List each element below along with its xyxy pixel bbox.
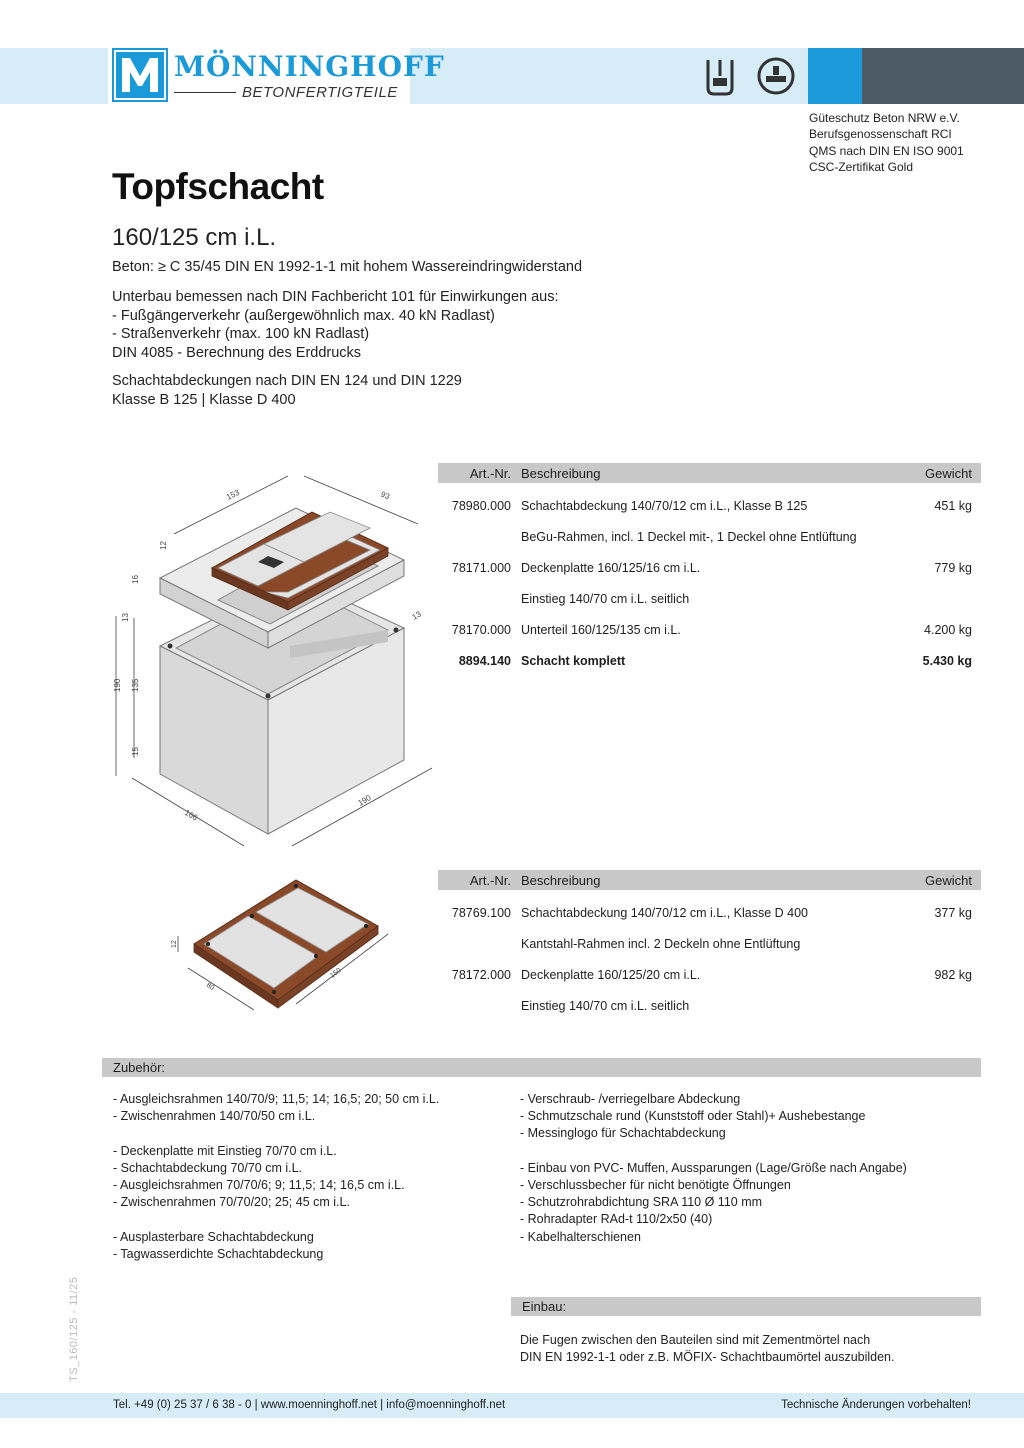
abdeckung-spec: [112, 372, 462, 409]
table-row: [438, 530, 981, 548]
header-art: Art.-Nr.: [469, 873, 511, 888]
dim-side: 13: [410, 609, 423, 622]
unterbau-spec: [112, 288, 559, 362]
list-item: - Ausplasterbare Schachtabdeckung: [113, 1229, 314, 1244]
footer: [0, 1393, 1024, 1418]
dim-wall: 13: [121, 613, 130, 622]
list-item: - Einbau von PVC- Muffen, Aussparungen (Lage/Größe nach Angabe): [520, 1160, 907, 1175]
cell-desc: Unterteil 160/125/135 cm i.L.: [521, 623, 681, 637]
list-item: - Schmutzschale rund (Kunststoff oder Stahl)+ Aushebestange: [520, 1109, 866, 1124]
cell-weight: 451 kg: [934, 499, 972, 513]
table-header: [438, 870, 981, 890]
brand-subtitle: BETONFERTIGTEILE: [242, 84, 398, 101]
cell-desc: Schacht komplett: [521, 654, 626, 668]
list-item: - Zwischenrahmen 140/70/50 cm i.L.: [113, 1109, 316, 1124]
zubehoer-list-left: [113, 1091, 439, 1263]
cert-item: CSC-Zertifikat Gold: [809, 160, 914, 175]
cell-desc: Schachtabdeckung 140/70/12 cm i.L., Klasse D 400: [521, 906, 808, 920]
brand-name: MÖNNINGHOFF: [174, 50, 445, 83]
list-item: [520, 1143, 907, 1160]
quality-seal-icon: [700, 54, 740, 98]
einbau-title: Einbau:: [522, 1299, 567, 1314]
footer-contact: Tel. +49 (0) 25 37 / 6 38 - 0 | www.moenninghoff.net | info@moenninghoff.net: [113, 1399, 506, 1411]
dim-length: 190: [356, 793, 373, 808]
dim-length: 150: [329, 967, 343, 980]
document-code: TS_160/125 - 11/25: [68, 1276, 80, 1382]
dim-width: 80: [204, 981, 216, 993]
zubehoer-bar: [102, 1058, 981, 1077]
dim-top-width: 93: [379, 489, 391, 502]
cell-desc: Deckenplatte 160/125/20 cm i.L.: [521, 968, 701, 982]
cell-desc: Einstieg 140/70 cm i.L. seitlich: [521, 592, 690, 606]
list-item: - Ausgleichsrahmen 70/70/6; 9; 11,5; 14; 16,5 cm i.L.: [113, 1178, 405, 1192]
table-row: [438, 623, 981, 641]
dim-frame-height: 12: [159, 541, 168, 550]
header-desc: Beschreibung: [521, 466, 601, 481]
unterbau-line: Unterbau bemessen nach DIN Fachbericht 101 für Einwirkungen aus:: [112, 289, 559, 305]
list-item: - Ausgleichsrahmen 140/70/9; 11,5; 14; 16,5; 20; 50 cm i.L.: [113, 1092, 440, 1106]
list-item: - Rohradapter RAd-t 110/2x50 (40): [520, 1212, 713, 1227]
einbau-bar: [511, 1297, 981, 1316]
cert-item: QMS nach DIN EN ISO 9001: [809, 143, 964, 158]
cell-weight: 377 kg: [934, 906, 972, 920]
table-row: [438, 999, 981, 1017]
unterbau-line: - Fußgängerverkehr (außergewöhnlich max. 40 kN Radlast): [112, 307, 495, 324]
beton-spec: Beton: ≥ C 35/45 DIN EN 1992-1-1 mit hohem Wassereindringwiderstand: [112, 259, 583, 275]
cell-weight: 982 kg: [934, 968, 972, 982]
footer-note: Technische Änderungen vorbehalten!: [781, 1399, 971, 1411]
einbau-line: Die Fugen zwischen den Bauteilen sind mit Zementmörtel nach: [520, 1333, 871, 1347]
cell-desc: Schachtabdeckung 140/70/12 cm i.L., Klasse B 125: [521, 499, 808, 513]
certification-seal-icon: [756, 54, 796, 98]
cell-weight: 5.430 kg: [922, 654, 972, 668]
list-item: - Kabelhalterschienen: [520, 1229, 641, 1244]
cell-desc: Einstieg 140/70 cm i.L. seitlich: [521, 999, 690, 1013]
header-weight: Gewicht: [925, 466, 972, 481]
cell-art: 78980.000: [451, 499, 511, 513]
cell-art: 78172.000: [451, 968, 511, 982]
list-item: - Verschlussbecher für nicht benötigte Öffnungen: [520, 1178, 791, 1192]
company-logo: [108, 44, 445, 104]
list-item: - Messinglogo für Schachtabdeckung: [520, 1126, 726, 1141]
shaft-assembly-drawing: [108, 468, 438, 853]
list-item: [113, 1211, 439, 1228]
cell-art: 8894.140: [458, 654, 511, 668]
dim-base-height: 15: [131, 747, 140, 756]
header-accent-blue: [808, 48, 862, 104]
zubehoer-list-right: [520, 1091, 907, 1246]
list-item: - Schutzrohrabdichtung SRA 110 Ø 110 mm: [520, 1195, 763, 1210]
cert-item: Güteschutz Beton NRW e.V.: [809, 111, 960, 125]
unterbau-line: - Straßenverkehr (max. 100 kN Radlast): [112, 326, 370, 342]
list-item: - Schachtabdeckung 70/70 cm i.L.: [113, 1160, 303, 1175]
list-item: - Zwischenrahmen 70/70/20; 25; 45 cm i.L.: [113, 1195, 350, 1210]
cell-desc: BeGu-Rahmen, incl. 1 Deckel mit-, 1 Deckel ohne Entlüftung: [521, 530, 857, 544]
table-row: [438, 499, 981, 517]
table-row: [438, 906, 981, 924]
cell-art: 78171.000: [451, 561, 511, 575]
abdeckung-line: Klasse B 125 | Klasse D 400: [112, 391, 296, 408]
cell-desc: Kantstahl-Rahmen incl. 2 Deckeln ohne Entlüftung: [521, 937, 801, 951]
page-title: Topfschacht: [112, 166, 324, 207]
article-table-2: [438, 870, 981, 1013]
unterbau-line: DIN 4085 - Berechnung des Erddrucks: [112, 344, 362, 361]
list-item: - Tagwasserdichte Schachtabdeckung: [113, 1246, 324, 1261]
logo-divider: [174, 92, 236, 93]
list-item: [113, 1125, 439, 1142]
dim-depth: 166: [183, 807, 200, 823]
header-accent-dark: [862, 48, 1024, 104]
list-item: - Deckenplatte mit Einstieg 70/70 cm i.L.: [113, 1143, 337, 1158]
zubehoer-title: Zubehör:: [113, 1060, 166, 1075]
cert-item: Berufsgenossenschaft RCI: [809, 127, 952, 142]
table-row-total: [438, 654, 981, 672]
cover-class-d-drawing: [166, 876, 396, 1012]
table-header: [438, 463, 981, 483]
table-row: [438, 561, 981, 579]
cell-desc: Deckenplatte 160/125/16 cm i.L.: [521, 561, 701, 575]
list-item: - Verschraub- /verriegelbare Abdeckung: [520, 1092, 741, 1106]
page-subtitle: 160/125 cm i.L.: [112, 224, 277, 251]
header-desc: Beschreibung: [521, 873, 601, 888]
header-weight: Gewicht: [925, 873, 972, 888]
table-row: [438, 968, 981, 986]
dim-total-height: 190: [113, 678, 122, 692]
dim-plate-height: 16: [131, 575, 140, 584]
cell-art: 78769.100: [451, 906, 511, 920]
einbau-line: DIN EN 1992-1-1 oder z.B. MÖFIX- Schachtbaumörtel auszubilden.: [520, 1350, 895, 1365]
dim-inner-height: 135: [131, 678, 140, 692]
article-table-1: [438, 463, 981, 668]
logo-mark-icon: [112, 48, 168, 102]
header-art: Art.-Nr.: [469, 466, 511, 481]
abdeckung-line: Schachtabdeckungen nach DIN EN 124 und DIN 1229: [112, 373, 462, 389]
cell-weight: 4.200 kg: [924, 623, 972, 637]
einbau-text: [520, 1332, 894, 1366]
cell-weight: 779 kg: [934, 561, 972, 575]
table-row: [438, 937, 981, 955]
certifications: [809, 110, 964, 176]
cell-art: 78170.000: [451, 623, 511, 637]
dim-top-length: 153: [224, 487, 241, 502]
table-row: [438, 592, 981, 610]
dim-frame-height: 12: [171, 940, 178, 948]
